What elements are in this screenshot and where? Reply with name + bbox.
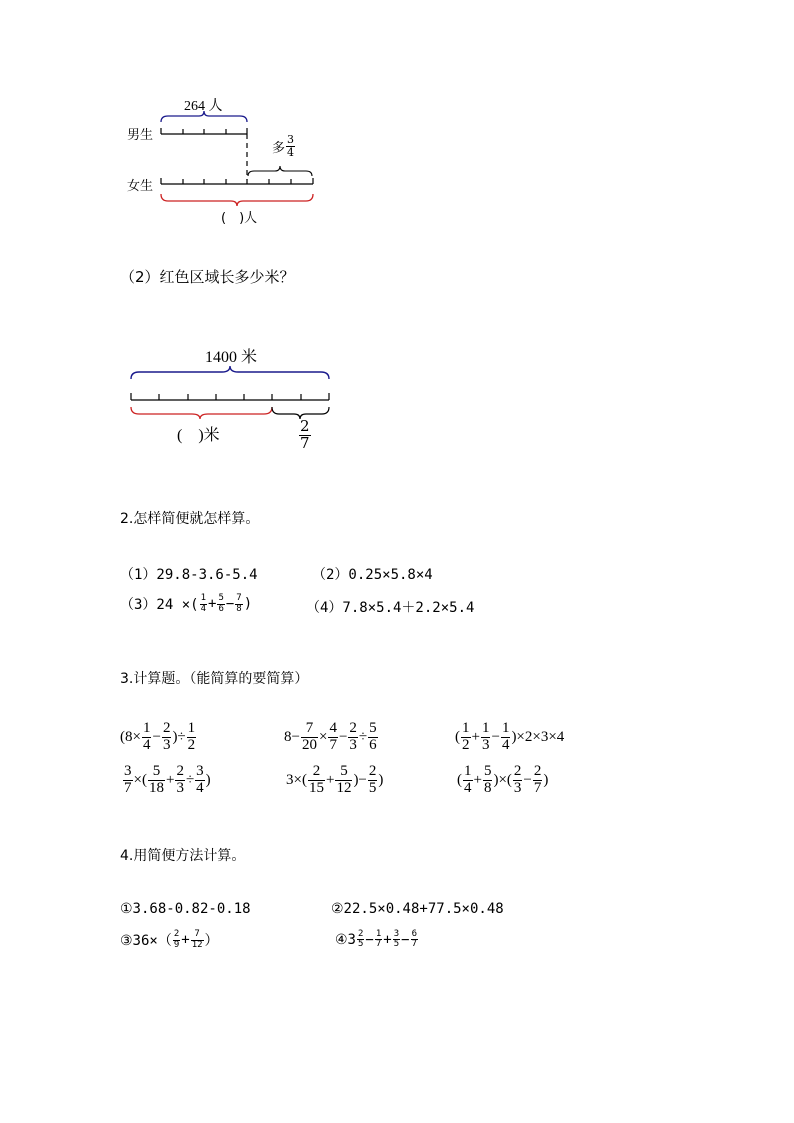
meter-ticks — [131, 393, 329, 400]
s2-problem-4: （4）7.8×5.4＋2.2×5.4 — [306, 600, 475, 616]
section-2-title: 2.怎样简便就怎样算。 — [120, 511, 260, 527]
s4-item-2: ②22.5×0.48+77.5×0.48 — [331, 901, 504, 917]
label-girls: 女生 — [127, 179, 154, 194]
section-3-title: 3.计算题。（能简算的要简算） — [120, 671, 309, 687]
s3-expr-6: ( $\frac{1}{4}$ + $\frac{5}{8}$ )×( $\frac{2}{3}$ − $\frac{2}{7}$ ) — [457, 763, 549, 796]
s3-expr-1: (8× $\frac{1}{4}$ − $\frac{2}{3}$ )÷ $\frac{1}{2}$ — [120, 720, 196, 753]
s4-item-1: ①3.68-0.82-0.18 — [120, 901, 251, 917]
s3-expr-2: 8− $\frac{7}{20}$ × $\frac{4}{7}$ − $\frac{2}{3}$ ÷ $\frac{5}{6}$ — [284, 720, 377, 753]
s4-item-3: ③36×（ $\frac{2}{9}$ + $\frac{7}{12}$ ） — [120, 929, 219, 950]
s3-expr-4: $\frac{3}{7}$ ×( $\frac{5}{18}$ + $\frac{2}{3}$ ÷ $\frac{3}{4}$ ) — [124, 763, 211, 796]
blue-brace-1400 — [131, 366, 329, 379]
more-fraction: $\frac{3}{4}$ — [287, 133, 295, 159]
label-boys: 男生 — [127, 128, 154, 143]
s3-expr-5: 3×( $\frac{2}{15}$ + $\frac{5}{12}$ )− $\frac{2}{5}$ ) — [286, 763, 384, 796]
s2-problem-2: （2）0.25×5.8×4 — [312, 567, 433, 583]
label-264: 264 人 — [184, 99, 223, 114]
label-1400: 1400 米 — [205, 349, 258, 366]
answer-people: ( )人 — [221, 211, 258, 226]
s3-expr-3: ( $\frac{1}{2}$ + $\frac{1}{3}$ − $\frac{1}{4}$ )×2×3×4 — [455, 720, 565, 753]
meters-svg — [0, 0, 794, 470]
s4-item-4: ④3 $\frac{2}{5}$ − $\frac{1}{7}$ + $\frac{3}{5}$ − $\frac{6}{7}$ — [335, 929, 417, 950]
red-brace-meters — [131, 407, 272, 419]
s2-problem-3: （3）24 ×( $\frac{1}{4}$ + $\frac{5}{6}$ − $\frac{7}{8}$ ) — [120, 593, 253, 614]
question-2-red-length: （2）红色区域长多少米？ — [120, 268, 295, 286]
fraction-two-sevenths: $\frac{2}{7}$ — [300, 417, 310, 452]
answer-meters: ( )米 — [177, 427, 220, 444]
s2-problem-1: （1）29.8-3.6-5.4 — [120, 567, 258, 583]
more-word: 多 — [272, 140, 286, 156]
section-4-title: 4.用简便方法计算。 — [120, 848, 246, 864]
